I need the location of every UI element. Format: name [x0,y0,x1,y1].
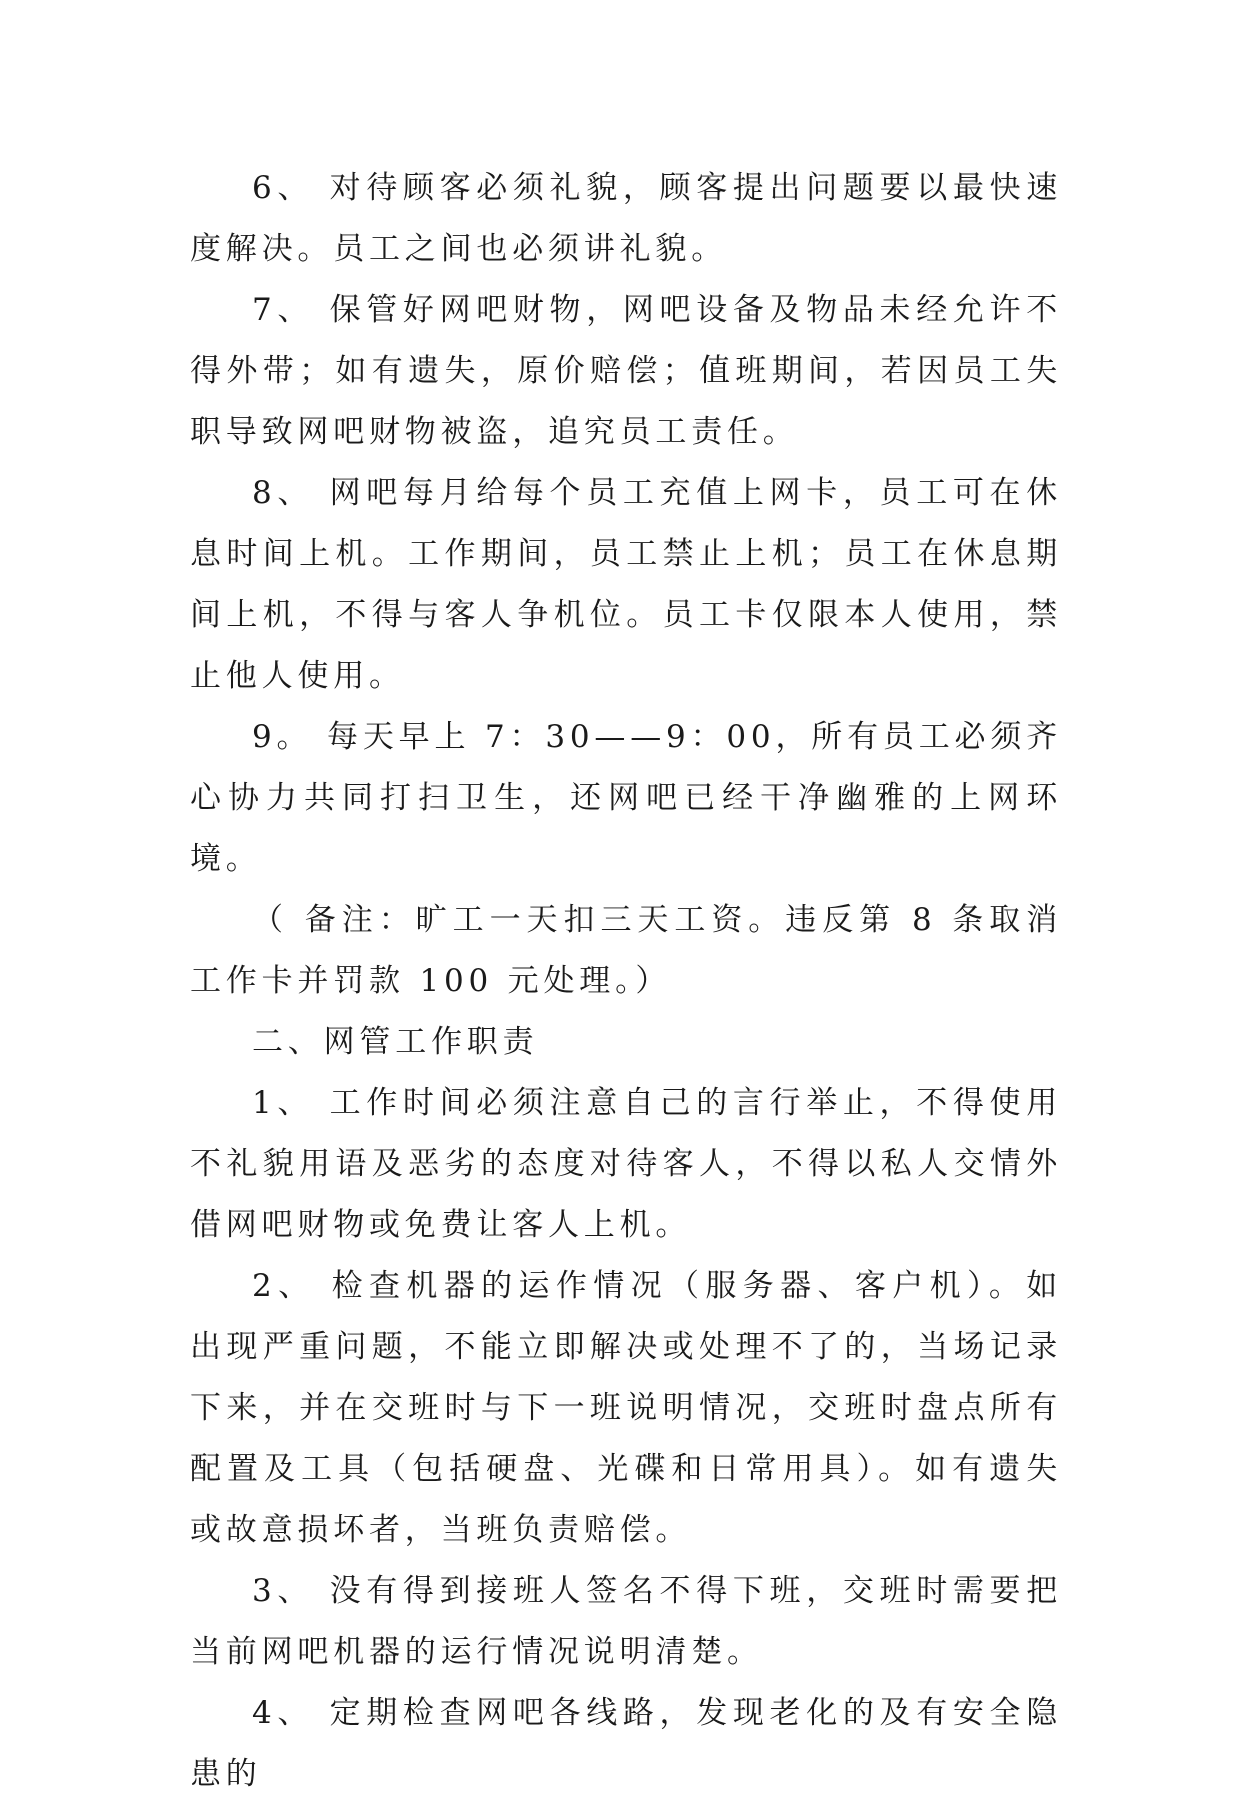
duty-item-1: 1、 工作时间必须注意自己的言行举止，不得使用不礼貌用语及恶劣的态度对待客人，不得以私人交情外借网吧财物或免费让客人上机。 [190,1085,1062,1243]
paragraph-item-9: 9。 每天早上 7：30——9：00，所有员工必须齐心协力共同打扫卫生，还网吧已经干净幽雅的上网环境。 [190,719,1062,877]
paragraph-item-8: 8、 网吧每月给每个员工充值上网卡，员工可在休息时间上机。工作期间，员工禁止上机；员工在休息期间上机，不得与客人争机位。员工卡仅限本人使用，禁止他人使用。 [190,475,1062,694]
section-heading: 二、网管工作职责 [252,1024,539,1060]
document-body [190,158,1062,1805]
paragraph-item-6: 6、 对待顾客必须礼貌，顾客提出问题要以最快速度解决。员工之间也必须讲礼貌。 [190,170,1062,267]
paragraph-remark: （ 备注：旷工一天扣三天工资。违反第 8 条取消工作卡并罚款 100 元处理。） [190,902,1062,999]
paragraph-item-7: 7、 保管好网吧财物，网吧设备及物品未经允许不得外带；如有遗失，原价赔偿；值班期间，若因员工失职导致网吧财物被盗，追究员工责任。 [190,292,1062,450]
duty-item-3: 3、 没有得到接班人签名不得下班，交班时需要把当前网吧机器的运行情况说明清楚。 [190,1573,1062,1670]
duty-item-2: 2、 检查机器的运作情况（服务器、客户机）。如出现严重问题，不能立即解决或处理不了的，当场记录下来，并在交班时与下一班说明情况，交班时盘点所有配置及工具（包括硬盘、光碟和日常用具）。如有遗失或故意损坏者，当班负责赔偿。 [190,1268,1062,1548]
duty-item-4: 4、 定期检查网吧各线路，发现老化的及有安全隐患的 [190,1695,1062,1792]
